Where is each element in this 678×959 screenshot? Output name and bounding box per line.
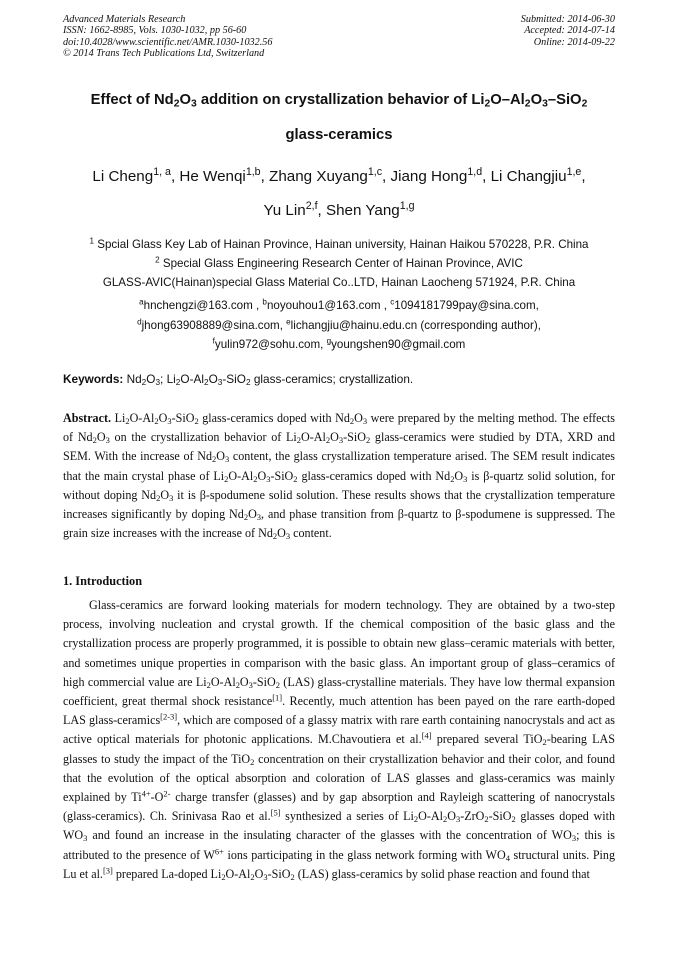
citation: [3]	[102, 865, 113, 876]
section-heading-introduction: 1. Introduction	[63, 574, 143, 588]
author-emails	[30, 296, 648, 355]
keywords: Keywords: $Nd_2O_3$; $Li_2O-Al_2O_3-SiO_2$ glass-ceramics; crystallization.	[63, 372, 414, 388]
paper-title-line2: glass-ceramics	[285, 127, 393, 143]
citation: [2-3]	[160, 711, 178, 722]
citation: [5]	[270, 807, 281, 818]
email-line-1: $^a$hnchengzi@163.com , $^b$noyouhou1@163.com , $^c$1094181799pay@sina.com,	[139, 297, 539, 312]
affiliation-2-cont: GLASS-AVIC(Hainan)special Glass Material Co..LTD, Hainan Laocheng 571924, P.R. China	[102, 276, 576, 289]
paper-title: Effect of $Nd_2O_3$ addition on crystallization behavior of $Li_2O-Al_2O_3-SiO_2$	[90, 92, 588, 110]
email-line-3: $^f$yulin972@sohu.com, $^g$youngshen90@gmail.com	[212, 336, 466, 351]
author-list: Li Cheng$^{1, a}$, He Wenqi$^{1,b}$, Zhang Xuyang$^{1,c}$, Jiang Hong$^{1,d}$, Li Changjiu$^{1,e}$,	[92, 166, 586, 185]
journal-doi: doi:10.4028/www.scientific.net/AMR.1030-1032.56	[63, 36, 273, 48]
affiliation-1: $^1$ Spcial Glass Key Lab of Hainan Province, Hainan university, Hainan Haikou 570228, P.R. China	[89, 236, 589, 251]
affiliation-2: $^2$ Special Glass Engineering Research Center of Hainan Province, AVIC	[155, 255, 523, 270]
journal-header	[63, 14, 272, 60]
copyright: © 2014 Trans Tech Publications Ltd, Switzerland	[63, 48, 265, 60]
email-line-2: $^d$jhong63908889@sina.com, $^e$lichangjiu@hainu.edu.cn (corresponding author),	[137, 317, 541, 332]
abstract: Abstract. $Li_2O-Al_2O_3-SiO_2$ glass-ceramics doped with $Nd_2O_3$ were prepared by the melting method. The effects of $Nd_2O_3$ on the crystallization behavior of $Li_2O-Al_2O_3-SiO_2$ glass-ceramics were studied by DTA, XRD and SEM. With the increase of $Nd_2O_3$ content, the glass crystallization temperature arised. The SEM result indicates that the main crystal phase of $Li_2O-Al_2O_3-SiO_2$ glass-ceramics doped with $Nd_2O_3$ is β-quartz solid solution, for without doping $Nd_2O_3$ it is β-spodumene solid solution. These results shows that the crystallization temperature increases significantly by doping $Nd_2O_3$, and phase transition from β-quartz to β-spodumene is suppressed. The grain size increases with the increase of $Nd_2O_3$ content.	[63, 411, 616, 542]
journal-name: Advanced Materials Research	[63, 14, 186, 25]
accepted-date: Accepted: 2014-07-14	[524, 25, 615, 37]
online-date: Online: 2014-09-22	[533, 36, 615, 48]
citation: [4]	[421, 730, 432, 741]
author-list-line2: Yu Lin$^{2,f}$, Shen Yang$^{1,g}$	[263, 200, 415, 219]
affiliations	[30, 235, 648, 292]
citation: [1]	[272, 692, 283, 703]
submitted-date: Submitted: 2014-06-30	[520, 14, 615, 25]
introduction-paragraph: Glass-ceramics are forward looking materials for modern technology. They are obtained by a two-step process, involving nucleation and crystal growth. If the chemical composition of the basic glass and the crystallization process are properly programmed, it is possible to obtain new glass–ceramic materials with better, and sometimes unique properties in comparison with the basic glass. An important group of glass–ceramics of high commercial value are $Li_2O-Al_2O_3-SiO_2$ (LAS) glass-crystalline materials. They have low thermal expansion coefficient, great thermal shock resistance[1]. Recently, much attention has been payed on the rare earth-doped LAS glass-ceramics[2-3], which are composed of a glassy matrix with rare earth containing nanocrystals and act as active optical materials for photonic applications. M.Chavoutiera et al.[4] prepared several TiO$_2$-bearing LAS glasses to study the impact of the TiO$_2$ concentration on their crystallization behavior and their color, and found that the evolution of the optical absorption and coloration of LAS glasses and glass-ceramics was mainly explained by $Ti^{4+}-O^{2-}$ charge transfer (glasses) and by gap absorption and Rayleigh scattering of nanocrystals (glass-ceramics). Ch. Srinivasa Rao et al.[5] synthesized a series of $Li_2O-Al_2O_3-ZrO_2-SiO_2$ glasses doped with $WO_3$ and found an increase in the insulating character of the glasses with the concentration of $WO_3$; this is attributed to the presence of $W^{6+}$ ions participating in the glass network forming with $WO_4$ structural units. Ping Lu et al.[3] prepared La-doped $Li_2O-Al_2O_3-SiO_2$ (LAS) glass-ceramics by solid phase reaction and found that	[63, 598, 616, 882]
dates-header	[521, 14, 615, 48]
journal-issn: ISSN: 1662-8985, Vols. 1030-1032, pp 56-60	[63, 25, 247, 37]
